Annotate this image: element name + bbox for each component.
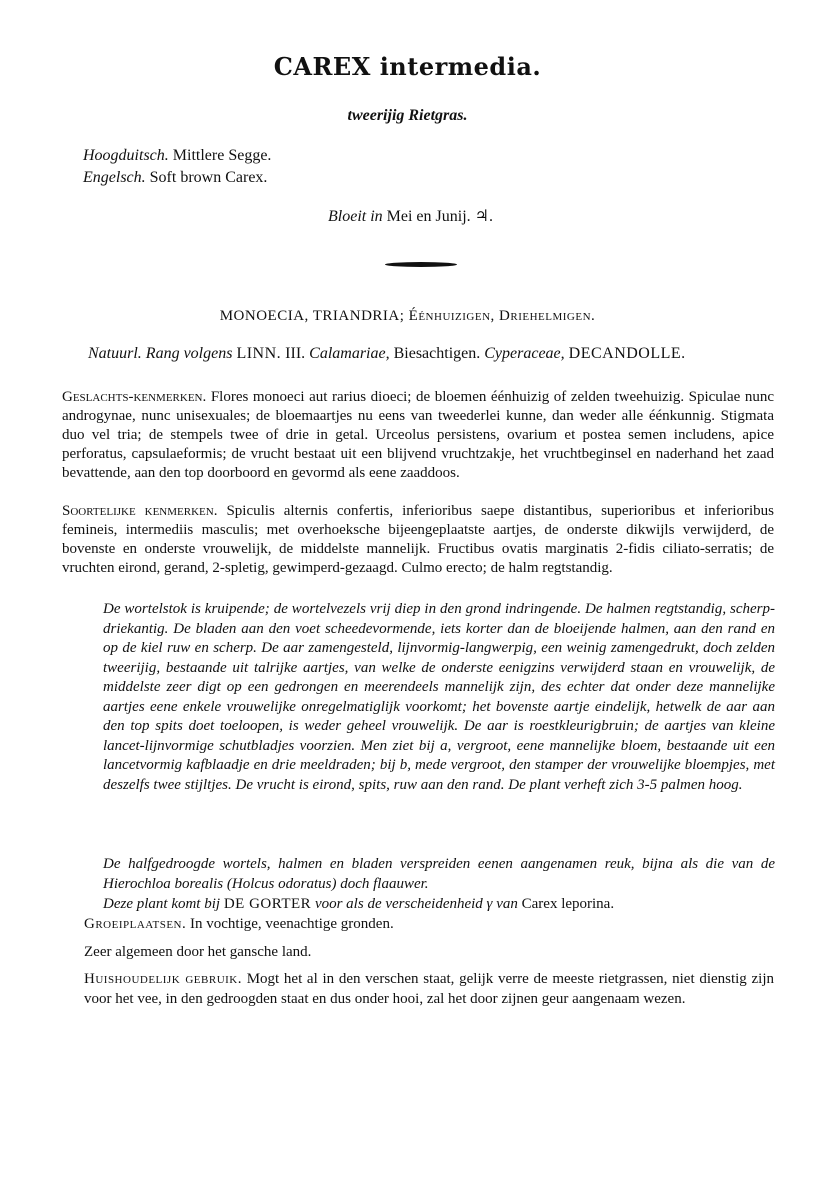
bloom-months: Mei en Junij. (386, 208, 471, 225)
rank-decandolle: DECANDOLLE. (568, 345, 686, 362)
rank-prefix: Natuurl. Rang volgens (88, 345, 233, 362)
species-characters-text: Spiculis alternis confertis, inferioribus saepe distantibus, superioribus et inferioribus femineis, intermediis masculis; met overhoeksche bijeengeplaatste aartjes, de onderste dikwijls verwijderd, de bovenste en onderste vrouwelijk, de middelste mannelijk. Fructibus ovatis marginatis 2-fidis ciliato-serratis; de vruchten eirond, gerand, 2-spletig, gewimperd-gezaagd. Culmo erecto; de halm regtstandig. (62, 503, 774, 576)
gorter-text-c: voor als de verscheidenheid γ van (314, 896, 518, 912)
rank-linn: LINN. (236, 345, 282, 362)
divider-rule (385, 262, 457, 267)
rank-dutch: Biesachtigen. (393, 345, 481, 362)
species-characters-heading: Soortelijke kenmerken. (62, 503, 218, 519)
name-german-value: Mittlere Segge. (172, 147, 272, 164)
household-use-text: Mogt het al in den verschen staat, gelijk verre de meeste rietgrassen, niet dienstig zijn voor het vee, in den gedroogden staat en dus onder hooi, zal het door zijnen geur aangenaam wezen. (84, 971, 775, 1007)
gorter-paragraph (103, 895, 775, 915)
page-subtitle: tweerijig Rietgras. (347, 107, 468, 124)
bloom-line (328, 206, 493, 226)
household-use-heading: Huishoudelijk gebruik. (84, 971, 242, 987)
gorter-text-a: Deze plant komt bij (103, 896, 221, 912)
name-german (83, 145, 271, 167)
rank-cyperaceae: Cyperaceae, (484, 345, 565, 362)
classification-line: MONOECIA, TRIANDRIA; Éénhuizigen, Driehelmigen. (219, 308, 596, 324)
description-paragraph: De wortelstok is kruipende; de wortelvezels vrij diep in den grond indringende. De halmen regtstandig, scherp-driekantig. De bladen aan den voet scheedevormende, iets korter dan de bloeijende halmen, aan den rand en op de kiel ruw en scherp. De aar zamengesteld, lijnvormig-langwerpig, een weinig zamengedrukt, doch zelden tweerijig, bestaande uit talrijke aartjes, van welke de onderste eenigzins verwijderd staan en vrouwelijk, de middelste zeer digt op een gedrongen en meerendeels mannelijk zijn, des echter dat onder deze mannelijke aartjes eene enkele vrouwelijke onregelmatiglijk voorkomt; het bovenste aartje eindelijk, hetwelk de aar aan den top spits doet toeloopen, is weder geheel vrouwelijk. De aar is roestkleurigbruin; de aartjes van kleine lancet-lijnvormige schutbladjes voorzien. Men ziet bij a, vergroot, eene mannelijke bloem, bestaande uit een lancetvormig kafblaadje en drie meeldraden; bij b, mede vergroot, den stamper der vrouwelijke bloempjes, met deszelfs twee stijltjes. De vrucht is eirond, spits, ruw aan den rand. De plant verheft zich 3-5 palmen hoog. (103, 601, 775, 793)
name-german-lang: Hoogduitsch. (83, 147, 169, 164)
genus-characters-heading: Geslachts-kenmerken. (62, 389, 207, 405)
habitat-text: In vochtige, veenachtige gronden. (190, 916, 394, 932)
genus-characters-text: Flores monoeci aut rarius dioeci; de bloemen éénhuizig of zelden tweehuizig. Spiculae nunc androgynae, nunc unisexuales; de bloemaartjes nu eens van tweederlei kunne, dan weder alle éénkunnig. Stigmata duo vel tria; de stempels twee of drie in getal. Urceolus persistens, ovarium et postea semen includens, apice perforatus, capsulaeformis; de vrucht bestaat uit een blijvend vruchtzakje, het vruchtbeginsel en naderhand het zaad bevattende, aan den top doorboord en gevormd als eene zaaddoos. (62, 389, 774, 481)
scent-paragraph: De halfgedroogde wortels, halmen en bladen verspreiden eenen aangenamen reuk, bijna als die van de Hierochloa borealis (Holcus odoratus) doch flaauwer. (103, 856, 775, 892)
name-english-value: Soft brown Carex. (149, 169, 268, 186)
gorter-species: Carex leporina. (521, 896, 615, 912)
rank-line (88, 345, 686, 363)
species-characters (62, 502, 774, 578)
perennial-symbol: ♃. (474, 208, 493, 225)
name-english (83, 167, 271, 189)
name-english-lang: Engelsch. (83, 169, 146, 186)
rank-calamariae: Calamariae, (309, 345, 390, 362)
common-names (83, 145, 271, 189)
habitat-heading: Groeiplaatsen. (84, 916, 187, 932)
page-title: CAREX intermedia. (273, 52, 542, 81)
bloom-label: Bloeit in (328, 208, 383, 225)
gorter-name: DE GORTER (223, 896, 312, 912)
habitat-line (84, 916, 394, 933)
distribution-line: Zeer algemeen door het gansche land. (84, 944, 312, 960)
household-use (84, 970, 774, 1009)
rank-order: III. (285, 345, 306, 362)
genus-characters (62, 388, 774, 483)
